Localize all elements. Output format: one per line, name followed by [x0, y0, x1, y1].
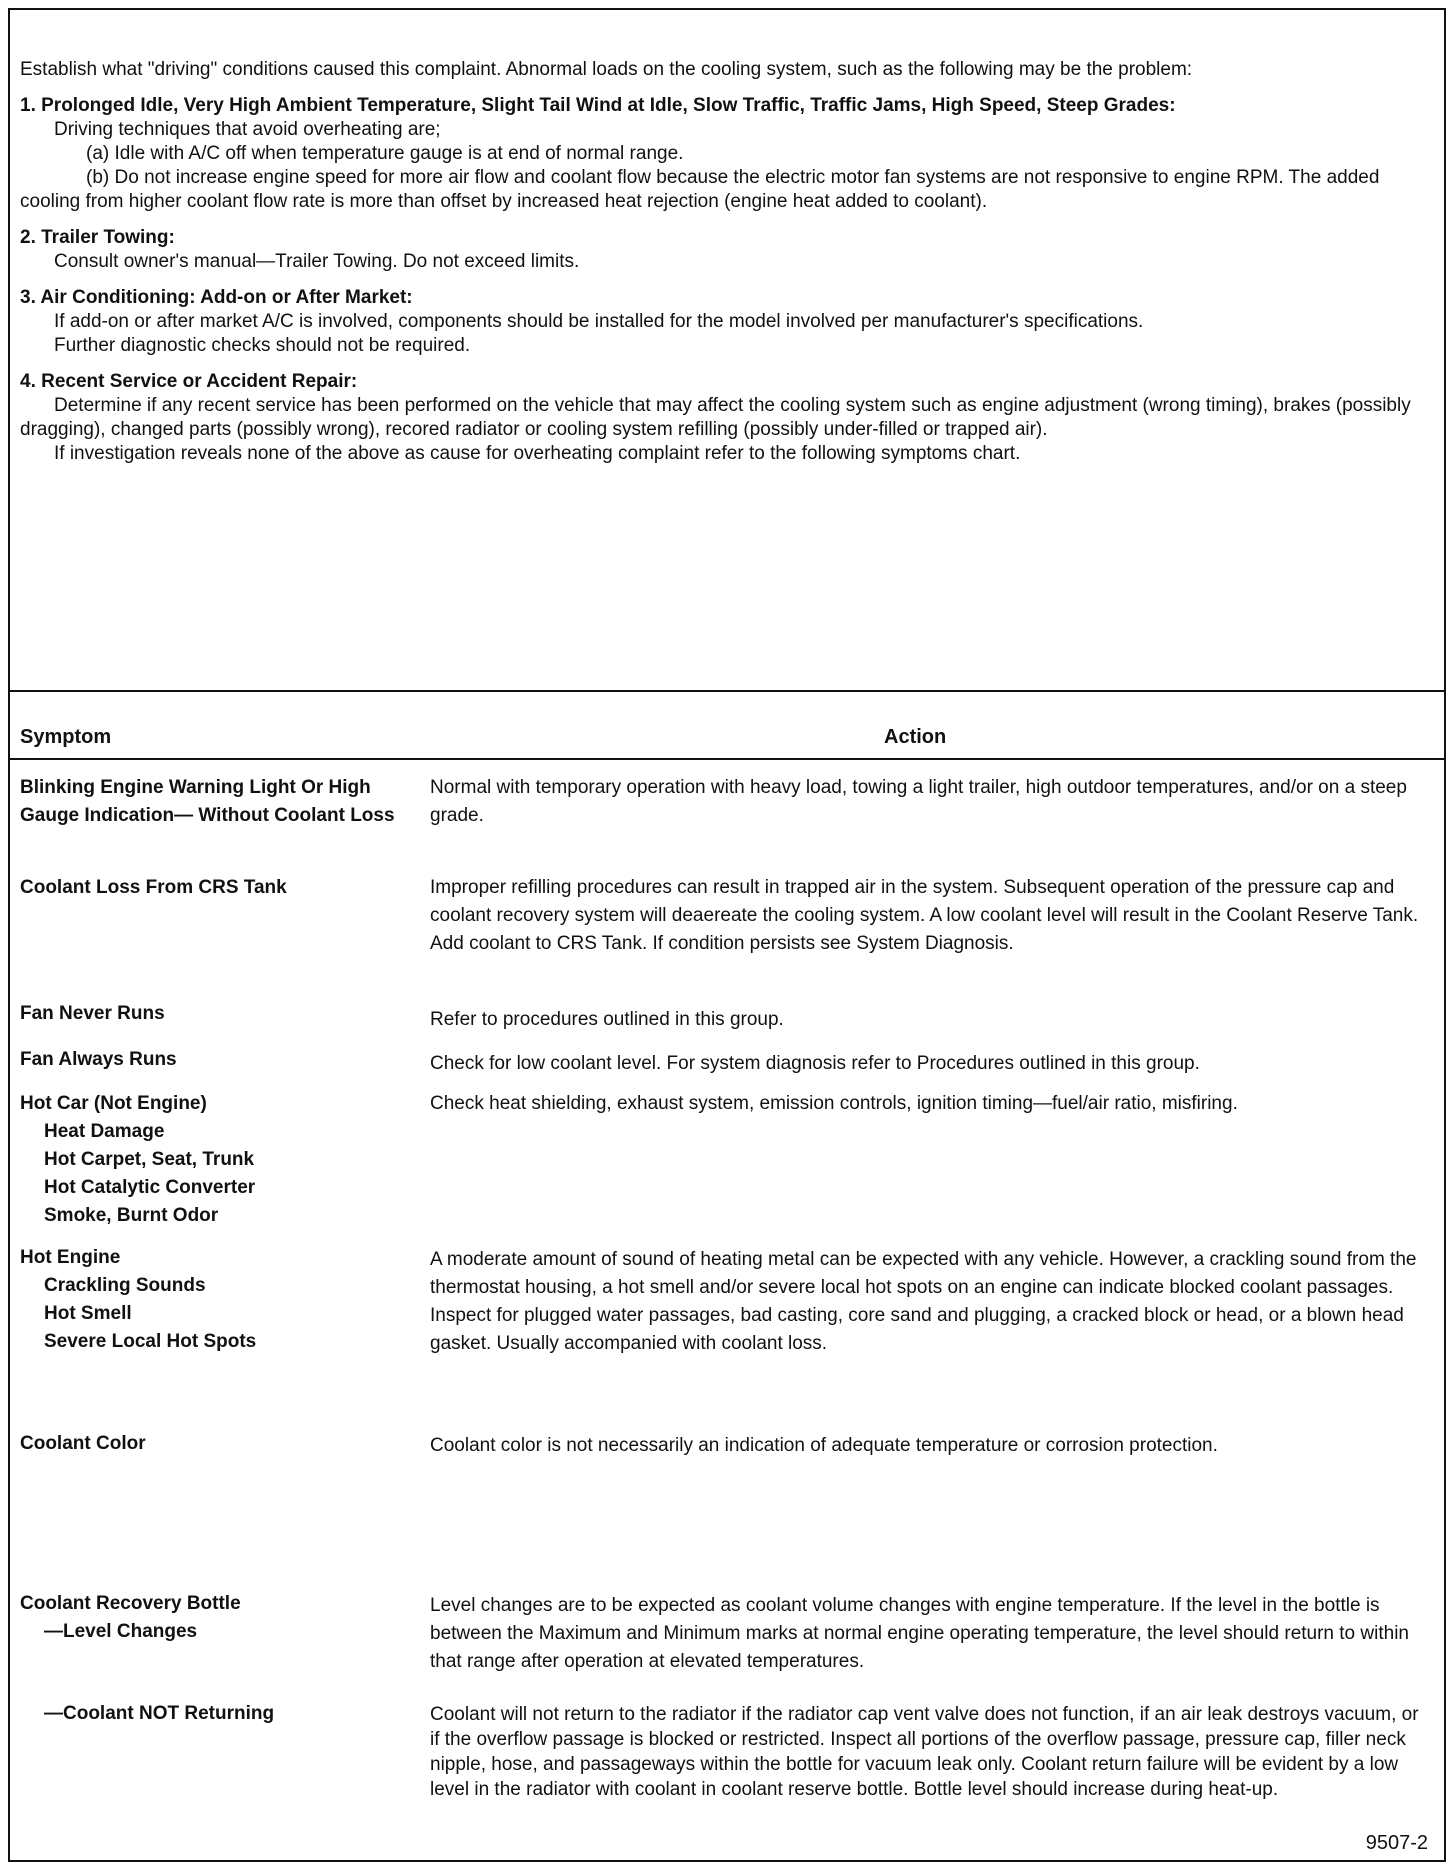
symptom-fan-never-runs: Fan Never Runs [20, 1003, 165, 1024]
action-hot-car: Check heat shielding, exhaust system, emission controls, ignition timing—fuel/air ratio, misfiring. [430, 1093, 1238, 1114]
symptom-hot-car: Hot Car (Not Engine) [20, 1093, 207, 1114]
symptom-fan-always-runs: Fan Always Runs [20, 1049, 177, 1070]
intro-lead: Establish what "driving" conditions caused this complaint. Abnormal loads on the cooling system, such as the following may be the problem: [20, 59, 1193, 80]
symptom-hot-carpet: Hot Carpet, Seat, Trunk [44, 1149, 255, 1170]
symptom-heat-damage: Heat Damage [44, 1121, 165, 1142]
item4-heading: 4. Recent Service or Accident Repair: [20, 371, 358, 392]
symptom-smoke-burnt-odor: Smoke, Burnt Odor [44, 1205, 219, 1226]
action-fan-never-runs: Refer to procedures outlined in this group. [430, 1009, 784, 1030]
item1-a: (a) Idle with A/C off when temperature gauge is at end of normal range. [86, 143, 684, 164]
item3-text2: Further diagnostic checks should not be required. [54, 335, 471, 356]
symptom-group-not-returning [20, 1700, 420, 1728]
symptom-group-hot-engine [20, 1244, 420, 1356]
section-divider [8, 690, 1446, 692]
action-column-header: Action [884, 726, 947, 748]
figure-number: 9507-2 [1365, 1832, 1428, 1854]
action-coolant-color: Coolant color is not necessarily an indication of adequate temperature or corrosion protection. [430, 1435, 1218, 1456]
item2-text: Consult owner's manual—Trailer Towing. Do not exceed limits. [54, 251, 580, 272]
symptom-blinking-warning-light: Blinking Engine Warning Light Or High Gauge Indication— Without Coolant Loss [20, 777, 395, 826]
item1-b: (b) Do not increase engine speed for more air flow and coolant flow because the electric motor fan systems are not responsive to engine RPM. The added cooling from higher coolant flow rate is more than offset by increased heat rejection (engine heat added to coolant). [20, 167, 1380, 212]
symptom-coolant-color: Coolant Color [20, 1433, 146, 1454]
symptom-hot-engine: Hot Engine [20, 1247, 121, 1268]
header-divider [8, 758, 1446, 760]
item1-heading: 1. Prolonged Idle, Very High Ambient Temperature, Slight Tail Wind at Idle, Slow Traffic, Traffic Jams, High Speed, Steep Grades: [20, 95, 1176, 116]
symptom-group-hot-car [20, 1090, 420, 1230]
symptom-severe-local-hot-spots: Severe Local Hot Spots [44, 1331, 257, 1352]
item4-text2: If investigation reveals none of the above as cause for overheating complaint refer to the following symptoms chart. [54, 443, 1021, 464]
symptom-group-recovery-bottle [20, 1590, 420, 1646]
symptom-hot-catalytic-converter: Hot Catalytic Converter [44, 1177, 256, 1198]
symptom-hot-smell: Hot Smell [44, 1303, 132, 1324]
symptom-coolant-loss-crs: Coolant Loss From CRS Tank [20, 877, 287, 898]
symptom-coolant-recovery-bottle: Coolant Recovery Bottle [20, 1593, 241, 1614]
action-blinking-warning-light: Normal with temporary operation with heavy load, towing a light trailer, high outdoor temperatures, and/or on a steep grade. [430, 777, 1407, 826]
action-hot-engine: A moderate amount of sound of heating metal can be expected with any vehicle. However, a crackling sound from the thermostat housing, a hot smell and/or severe local hot spots on an engine can indicate blocked coolant passages. Inspect for plugged water passages, bad casting, core sand and plugging, a cracked block or head, or a blown head gasket. Usually accompanied with coolant loss. [430, 1249, 1417, 1354]
symptom-level-changes: —Level Changes [44, 1621, 198, 1642]
symptom-coolant-not-returning: —Coolant NOT Returning [44, 1703, 275, 1724]
action-coolant-not-returning: Coolant will not return to the radiator if the radiator cap vent valve does not function, if an air leak destroys vacuum, or if the overflow passage is blocked or restricted. Inspect all portions of the overflow passage, pressure cap, filler neck nipple, hose, and passageways within the bottle for vacuum leak only. Coolant return failure will be evident by a low level in the radiator with coolant in coolant reserve bottle. Bottle level should increase during heat-up. [430, 1704, 1419, 1800]
item1-line1: Driving techniques that avoid overheating are; [54, 119, 441, 140]
action-coolant-loss-crs: Improper refilling procedures can result in trapped air in the system. Subsequent operation of the pressure cap and coolant recovery system will deaereate the cooling system. A low coolant level will result in the Coolant Reserve Tank. Add coolant to CRS Tank. If condition persists see System Diagnosis. [430, 877, 1419, 954]
intro-section [20, 58, 1430, 466]
action-level-changes: Level changes are to be expected as coolant volume changes with engine temperature. If the level in the bottle is between the Maximum and Minimum marks at normal engine operating temperature, the level should return to within that range after operation at elevated temperatures. [430, 1595, 1409, 1672]
symptom-crackling-sounds: Crackling Sounds [44, 1275, 206, 1296]
item4-text1: Determine if any recent service has been performed on the vehicle that may affect the cooling system such as engine adjustment (wrong timing), brakes (possibly dragging), changed parts (possibly wrong), recored radiator or cooling system refilling (possibly under-filled or trapped air). [20, 395, 1411, 440]
item3-heading: 3. Air Conditioning: Add-on or After Market: [20, 287, 413, 308]
action-fan-always-runs: Check for low coolant level. For system diagnosis refer to Procedures outlined in this group. [430, 1053, 1200, 1074]
item3-text1: If add-on or after market A/C is involved, components should be installed for the model involved per manufacturer's specifications. [54, 311, 1144, 332]
symptom-column-header: Symptom [20, 726, 112, 748]
item2-heading: 2. Trailer Towing: [20, 227, 175, 248]
